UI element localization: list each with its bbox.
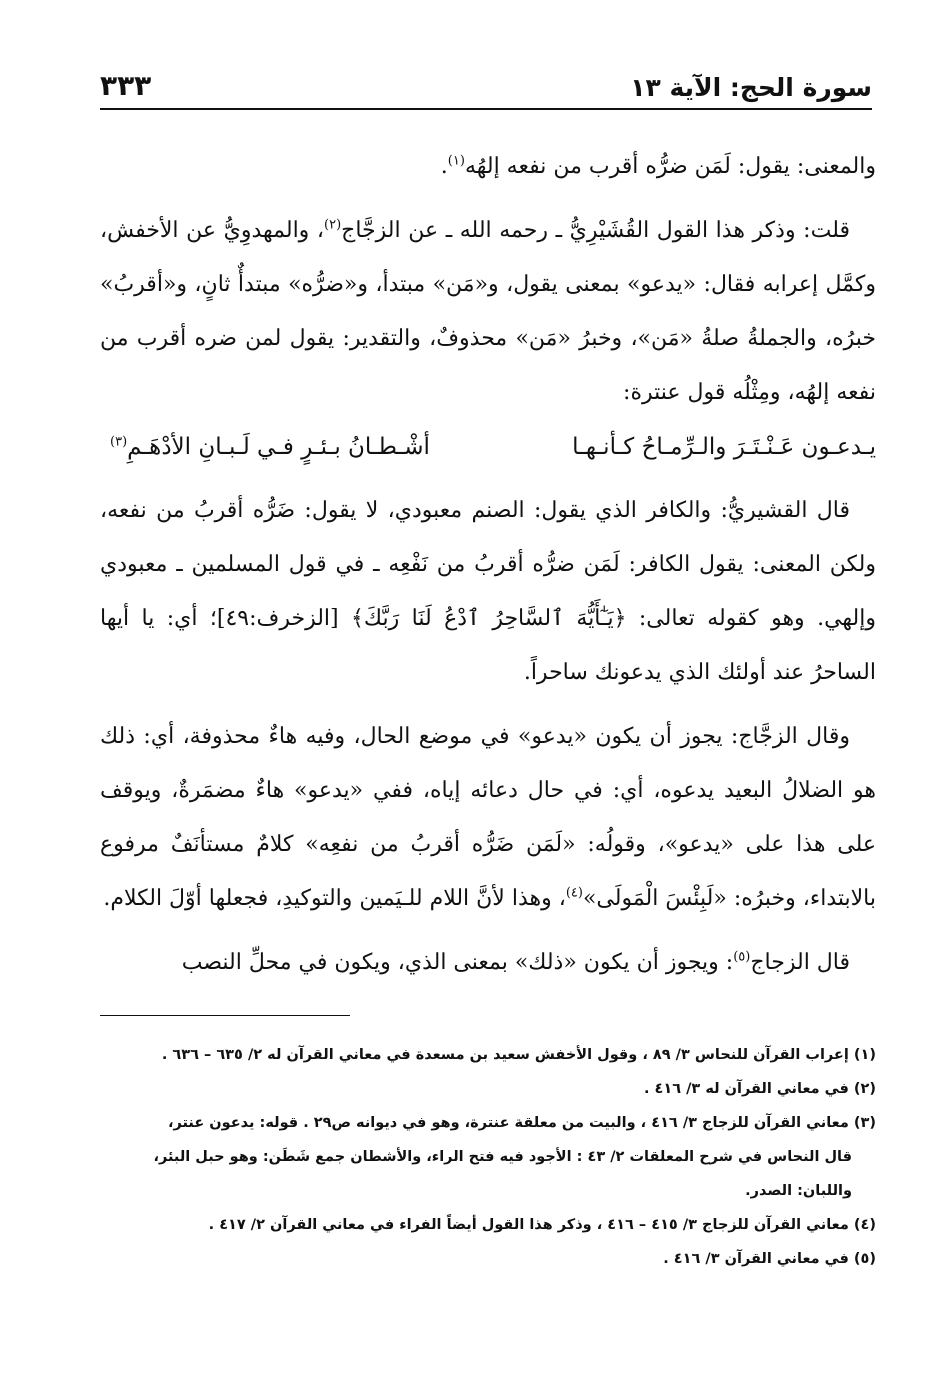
footnote-2: (٢) في معاني القرآن له ٣/ ٤١٦ . [643,1081,876,1097]
paragraph-2 [100,204,876,420]
paragraph-4-text-b: ، وهذا لأنَّ اللام للـيَمين والتوكيدِ، فجعلها أوّلَ الكلام. [103,886,566,911]
footnote-3: (٣) معاني القرآن للزجاج ٣/ ٤١٦ ، والبيت من معلقة عنترة، وهو في ديوانه ص٢٩ . قوله: يدعون عنتر، [167,1115,876,1131]
main-text [100,140,876,990]
poem-verse [100,420,876,474]
paragraph-2-text-b: ، والمهدوِيُّ عن الأخفش، وكمَّل إعرابه فقال: «يدعو» بمعنى يقول، و«مَن» مبتدأ، و«ضرُّه» مبتدأٌ ثانٍ، و«أقربُ» خبرُه، والجملةُ صلةُ «مَن»، وخبرُ «مَن» محذوفٌ، والتقدير: يقول لمن ضره أقرب من نفعه إلهُه، ومِثْلُه قول عنترة: [100,218,876,405]
footnote-divider [100,1015,350,1016]
footnote-4: (٤) معاني القرآن للزجاج ٣/ ٤١٥ – ٤١٦ ، وذكر هذا القول أيضاً الفراء في معاني القرآن ٢/ ٤١٧ . [208,1217,876,1233]
page-header [100,62,872,110]
paragraph-5 [100,936,876,990]
poem-second-hemistich [110,420,430,474]
footnote-ref-1: (١) [447,153,465,169]
page-number: ٣٣٣ [100,69,152,102]
paragraph-3: قال القشيريُّ: والكافر الذي يقول: الصنم معبودي، لا يقول: ضَرُّه أقربُ من نفعه، ولكن المعنى: يقول الكافر: لَمَن ضرُّه أقربُ من نَفْعِه ـ في قول المسلمين ـ معبودي وإلهي. وهو كقوله تعالى: ﴿يَـٰٓأَيُّهَ ٱلسَّاحِرُ ٱدْعُ لَنَا رَبَّكَ﴾ [الزخرف:٤٩]؛ أي: يا أيها الساحرُ عند أولئك الذي يدعونك ساحراً. [100,498,876,685]
poem-first-hemistich: يـدعـون عَـنْـتَـرَ والـرِّمـاحُ كـأنـهـا [572,434,876,460]
paragraph-5-text-a: قال الزجاج [750,950,850,975]
paragraph-1-text: والمعنى: يقول: لَمَن ضرُّه أقرب من نفعه إلهُه [464,154,876,179]
paragraph-1-end: . [440,154,448,179]
running-title: سورة الحج: الآية ١٣ [630,73,872,102]
footnote-1: (١) إعراب القرآن للنحاس ٣/ ٨٩ ، وقول الأخفش سعيد بن مسعدة في معاني القرآن له ٢/ ٦٣٥ – ٦٣٦ . [161,1047,876,1063]
footnote-ref-3: (٣) [110,434,128,450]
paragraph-4 [100,710,876,926]
poem-second-hemistich-text: أشْـطـانُ بـئـرٍ فـي لَـبـانِ الأدْهَـمِ [127,434,430,460]
paragraph-1 [100,140,876,194]
paragraph-5-text-b: : ويجوز أن يكون «ذلك» بمعنى الذي، ويكون في محلِّ النصب [181,950,734,975]
footnote-5: (٥) في معاني القرآن ٣/ ٤١٦ . [663,1251,876,1267]
paragraph-2-text-a: قلت: وذكر هذا القول القُشَيْرِيُّ ـ رحمه الله ـ عن الزجَّاج [341,218,850,243]
footnote-ref-4: (٤) [565,885,583,901]
paragraph-4-text-a: وقال الزجَّاج: يجوز أن يكون «يدعو» في موضع الحال، وفيه هاءٌ محذوفة، أي: ذلك هو الضلالُ البعيد يدعوه، أي: في حال دعائه إياه، ففي «يدعو» هاءٌ مضمَرةٌ، ويوقف على هذا على «يدعو»، وقولُه: «لَمَن ضَرُّه أقربُ من نفعِه» كلامٌ مستأنَفٌ مرفوع بالابتداء، وخبرُه: «لَبِئْسَ الْمَولَى» [100,724,876,911]
footnote-3-continuation-1: قال النحاس في شرح المعلقات ٢/ ٤٣ : الأجود فيه فتح الراء، والأشطان جمع شَطَن: وهو حبل البئر، [153,1149,852,1165]
footnotes [100,1038,876,1276]
footnote-3-continuation-2: واللبان: الصدر. [745,1183,852,1199]
footnote-ref-2: (٢) [324,217,342,233]
footnote-ref-5: (٥) [733,949,751,965]
